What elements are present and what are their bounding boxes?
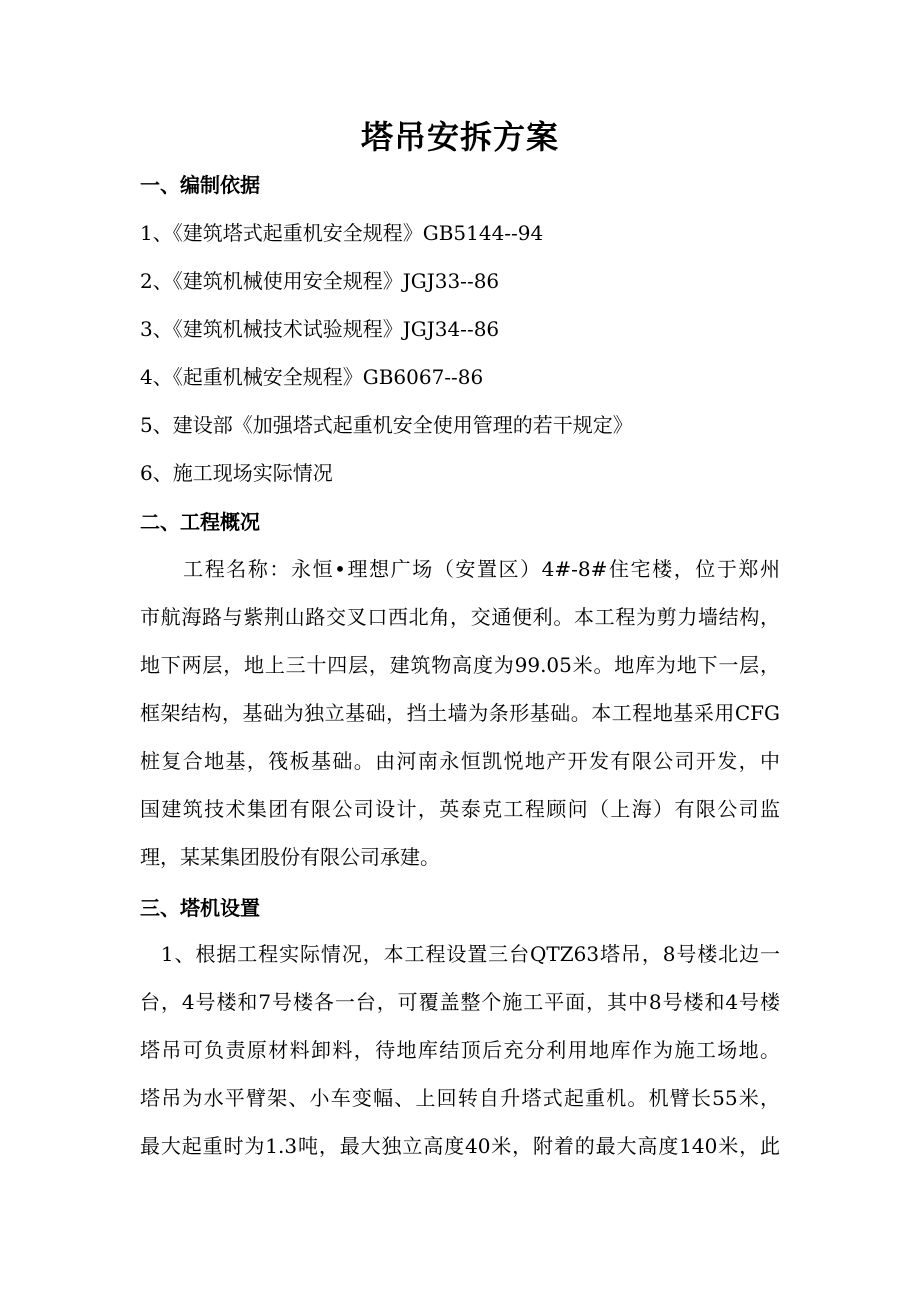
- overview-line: 国建筑技术集团有限公司设计，英泰克工程顾问（上海）有限公司监: [140, 797, 780, 821]
- tower-crane-line: 1、根据工程实际情况，本工程设置三台QTZ63塔吊，8号楼北边一: [140, 942, 780, 966]
- basis-item-5: 5、建设部《加强塔式起重机安全使用管理的若干规定》: [140, 413, 633, 437]
- tower-crane-line: 最大起重时为1.3吨，最大独立高度40米，附着的最大高度140米，此: [140, 1134, 780, 1158]
- basis-item-2: 2、《建筑机械使用安全规程》JGJ33--86: [140, 269, 500, 293]
- overview-line: 地下两层，地上三十四层，建筑物高度为99.05米。地库为地下一层，: [140, 653, 780, 677]
- section-heading-basis: 一、编制依据: [140, 173, 260, 197]
- overview-line: 工程名称：永恒•理想广场（安置区）4#-8#住宅楼，位于郑州: [140, 557, 780, 581]
- basis-item-4: 4、《起重机械安全规程》GB6067--86: [140, 365, 484, 389]
- overview-line: 市航海路与紫荆山路交叉口西北角，交通便利。本工程为剪力墙结构，: [140, 605, 780, 629]
- overview-line: 桩复合地基，筏板基础。由河南永恒凯悦地产开发有限公司开发，中: [140, 749, 780, 773]
- basis-item-1: 1、《建筑塔式起重机安全规程》GB5144--94: [140, 221, 544, 245]
- basis-item-3: 3、《建筑机械技术试验规程》JGJ34--86: [140, 317, 500, 341]
- tower-crane-line: 台，4号楼和7号楼各一台，可覆盖整个施工平面，其中8号楼和4号楼: [140, 990, 780, 1014]
- section-heading-tower-crane: 三、塔机设置: [140, 896, 260, 920]
- overview-line: 理，某某集团股份有限公司承建。: [140, 845, 440, 869]
- overview-paragraph: [140, 545, 780, 881]
- tower-crane-paragraph: [140, 930, 780, 1170]
- tower-crane-line: 塔吊为水平臂架、小车变幅、上回转自升塔式起重机。机臂长55米，: [140, 1086, 780, 1110]
- document-title: 塔吊安拆方案: [360, 118, 559, 156]
- overview-line: 框架结构，基础为独立基础，挡土墙为条形基础。本工程地基采用CFG: [140, 701, 780, 725]
- basis-item-6: 6、施工现场实际情况: [140, 461, 333, 485]
- section-heading-overview: 二、工程概况: [140, 510, 260, 534]
- tower-crane-line: 塔吊可负责原材料卸料，待地库结顶后充分利用地库作为施工场地。: [140, 1038, 780, 1062]
